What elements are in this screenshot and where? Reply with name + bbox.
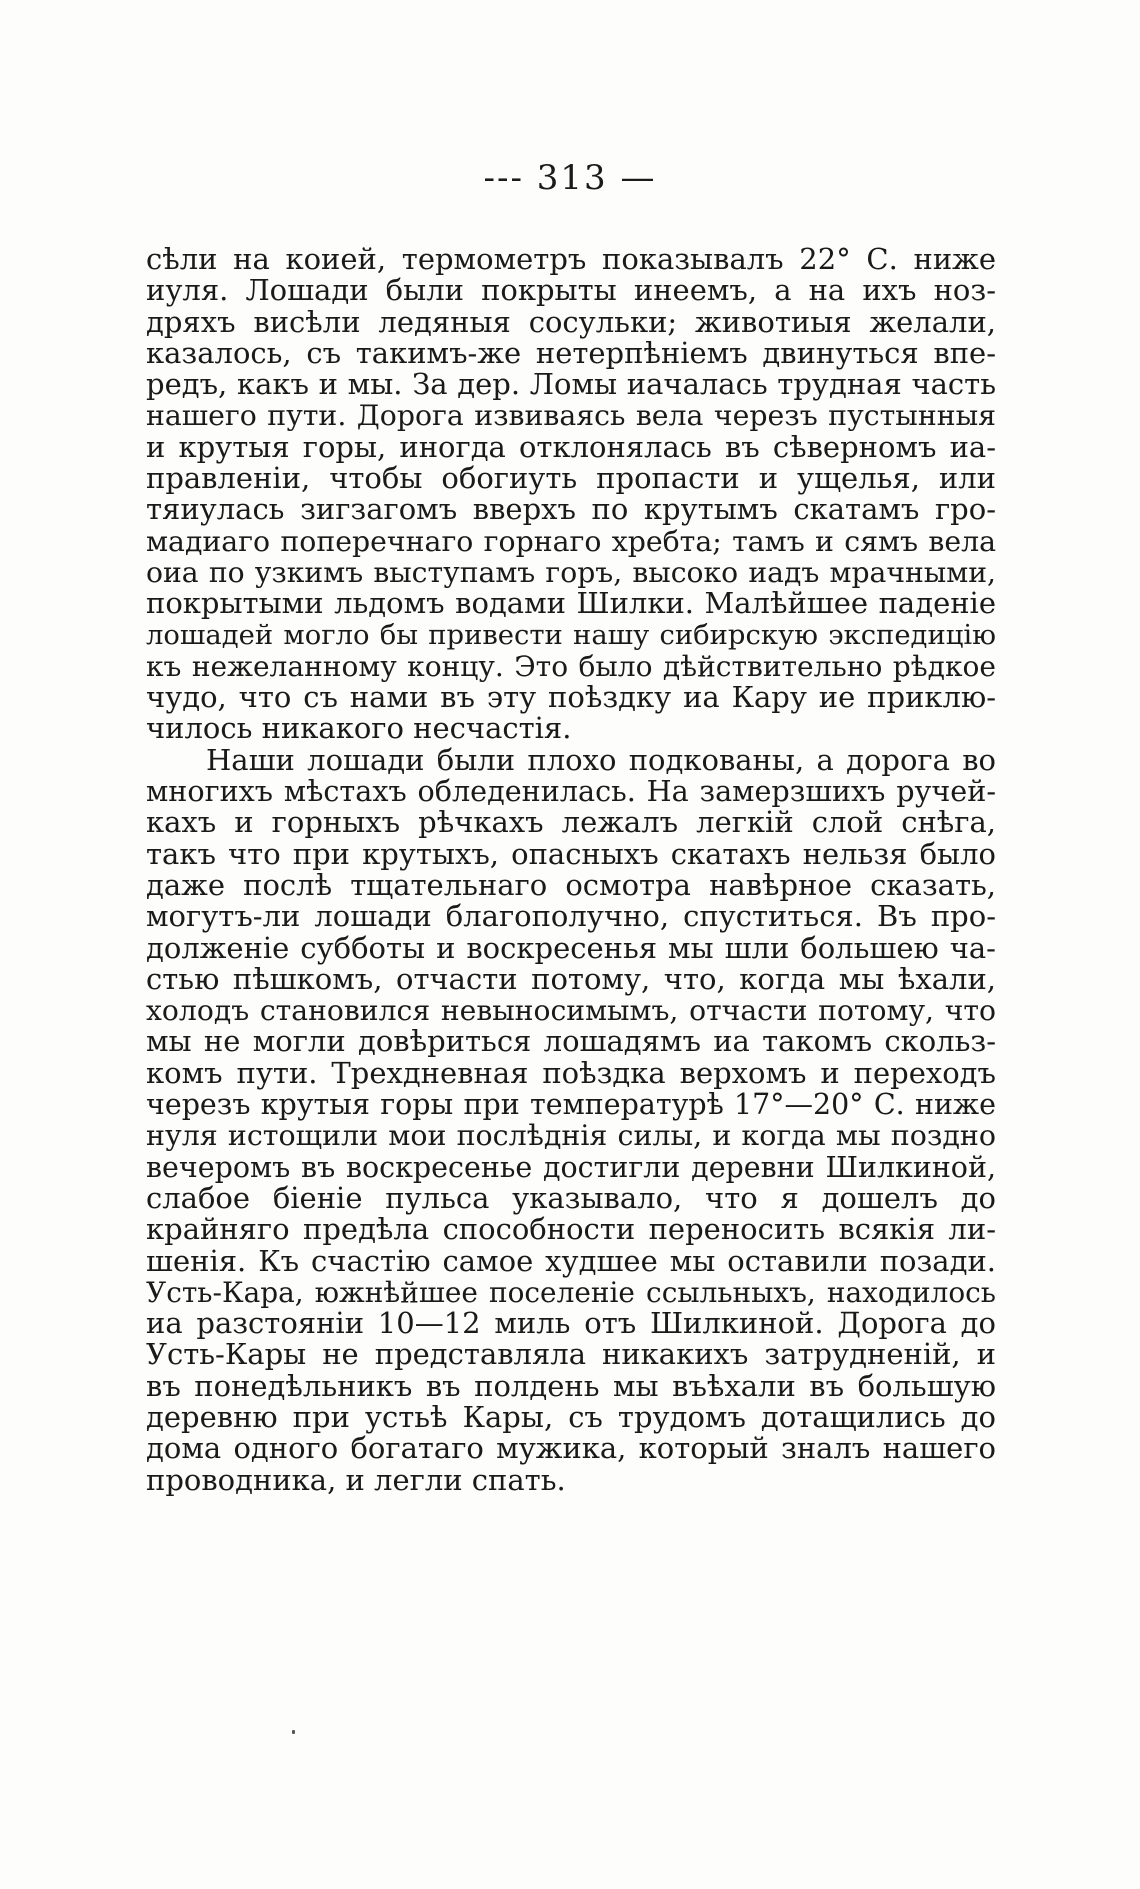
- text-line: и крутыя горы, иногда отклонялась въ сѣверномъ иа-: [146, 429, 996, 464]
- text-line: шенія. Къ счастію самое худшее мы оставили позади.: [146, 1243, 996, 1278]
- text-line: могутъ-ли лошади благополучно, спуститься. Въ про-: [146, 899, 996, 934]
- body-text: [146, 244, 996, 1496]
- text-line: иа разстояніи 10—12 миль отъ Шилкиной. Дорога до: [146, 1306, 996, 1341]
- text-line: многихъ мѣстахъ обледенилась. На замерзшихъ ручей-: [146, 774, 996, 809]
- paragraph-start-line: Наши лошади были плохо подкованы, а дорога во: [206, 742, 996, 777]
- text-line: Усть-Кара, южнѣйшее поселеніе ссыльныхъ, находилось: [146, 1275, 996, 1309]
- text-line: покрытыми льдомъ водами Шилки. Малѣйшее паденіе: [146, 586, 996, 621]
- text-line: казалось, съ такимъ-же нетерпѣніемъ двинуться впе-: [146, 335, 996, 370]
- text-line: Усть-Кары не представляла никакихъ затрудненій, и: [146, 1337, 996, 1372]
- text-line: проводника, и легли спать.: [146, 1462, 566, 1497]
- text-line: даже послѣ тщательнаго осмотра навѣрное сказать,: [146, 867, 996, 902]
- text-line: долженіе субботы и воскресенья мы шли большею ча-: [146, 930, 996, 965]
- text-line: чудо, что съ нами въ эту поѣздку иа Кару ие приклю-: [146, 680, 996, 715]
- page-number: --- 313 —: [483, 158, 657, 198]
- text-line: нуля истощили мои послѣднія силы, и когда мы поздно: [146, 1119, 996, 1153]
- text-line: дома одного богатаго мужика, который зналъ нашего: [146, 1431, 996, 1466]
- text-line: лошадей могло бы привести нашу сибирскую экспедицію: [146, 619, 996, 651]
- text-line: чилось никакого несчастія.: [146, 711, 572, 746]
- text-line: редъ, какъ и мы. За дер. Ломы иачалась трудная часть: [146, 367, 996, 402]
- text-line: слабое біеніе пульса указывало, что я дошелъ до: [146, 1180, 996, 1215]
- text-line: деревню при устьѣ Кары, съ трудомъ дотащились до: [146, 1399, 996, 1434]
- text-line: къ нежеланному концу. Это было дѣйствительно рѣдкое: [146, 649, 996, 683]
- text-line: сѣли на коией, термометръ показывалъ 22° С. ниже: [146, 242, 996, 276]
- text-line: крайняго предѣла способности переносить всякія ли-: [146, 1212, 996, 1247]
- text-line: въ понедѣльникъ въ полдень мы въѣхали въ большую: [146, 1368, 996, 1403]
- text-line: иуля. Лошади были покрыты инеемъ, а на ихъ ноз-: [146, 273, 996, 308]
- text-line: черезъ крутыя горы при температурѣ 17°—20° С. ниже: [146, 1088, 996, 1122]
- text-line: тяиулась зигзагомъ вверхъ по крутымъ скатамъ гро-: [146, 492, 996, 527]
- text-line: стью пѣшкомъ, отчасти потому, что, когда мы ѣхали,: [146, 961, 996, 996]
- text-line: оиа по узкимъ выступамъ горъ, высоко иадъ мрачными,: [146, 555, 996, 589]
- text-line: кахъ и горныхъ рѣчкахъ лежалъ легкій слой снѣга,: [146, 805, 996, 840]
- text-line: вечеромъ въ воскресенье достигли деревни Шилкиной,: [146, 1150, 996, 1184]
- text-line: мы не могли довѣриться лошадямъ иа такомъ скольз-: [146, 1024, 996, 1059]
- text-line: нашего пути. Дорога извиваясь вела черезъ пустынныя: [146, 399, 996, 433]
- text-line: мадиаго поперечнаго горнаго хребта; тамъ и сямъ вела: [146, 524, 996, 558]
- text-line: такъ что при крутыхъ, опасныхъ скатахъ нельзя было: [146, 836, 996, 871]
- ink-speck: [292, 1730, 295, 1734]
- text-line: холодъ становился невыносимымъ, отчасти потому, что: [146, 994, 996, 1028]
- text-line: дряхъ висѣли ледяныя сосульки; животиыя желали,: [146, 304, 996, 339]
- text-line: комъ пути. Трехдневная поѣздка верхомъ и переходъ: [146, 1055, 996, 1090]
- text-line: правленіи, чтобы обогиуть пропасти и ущелья, или: [146, 461, 996, 496]
